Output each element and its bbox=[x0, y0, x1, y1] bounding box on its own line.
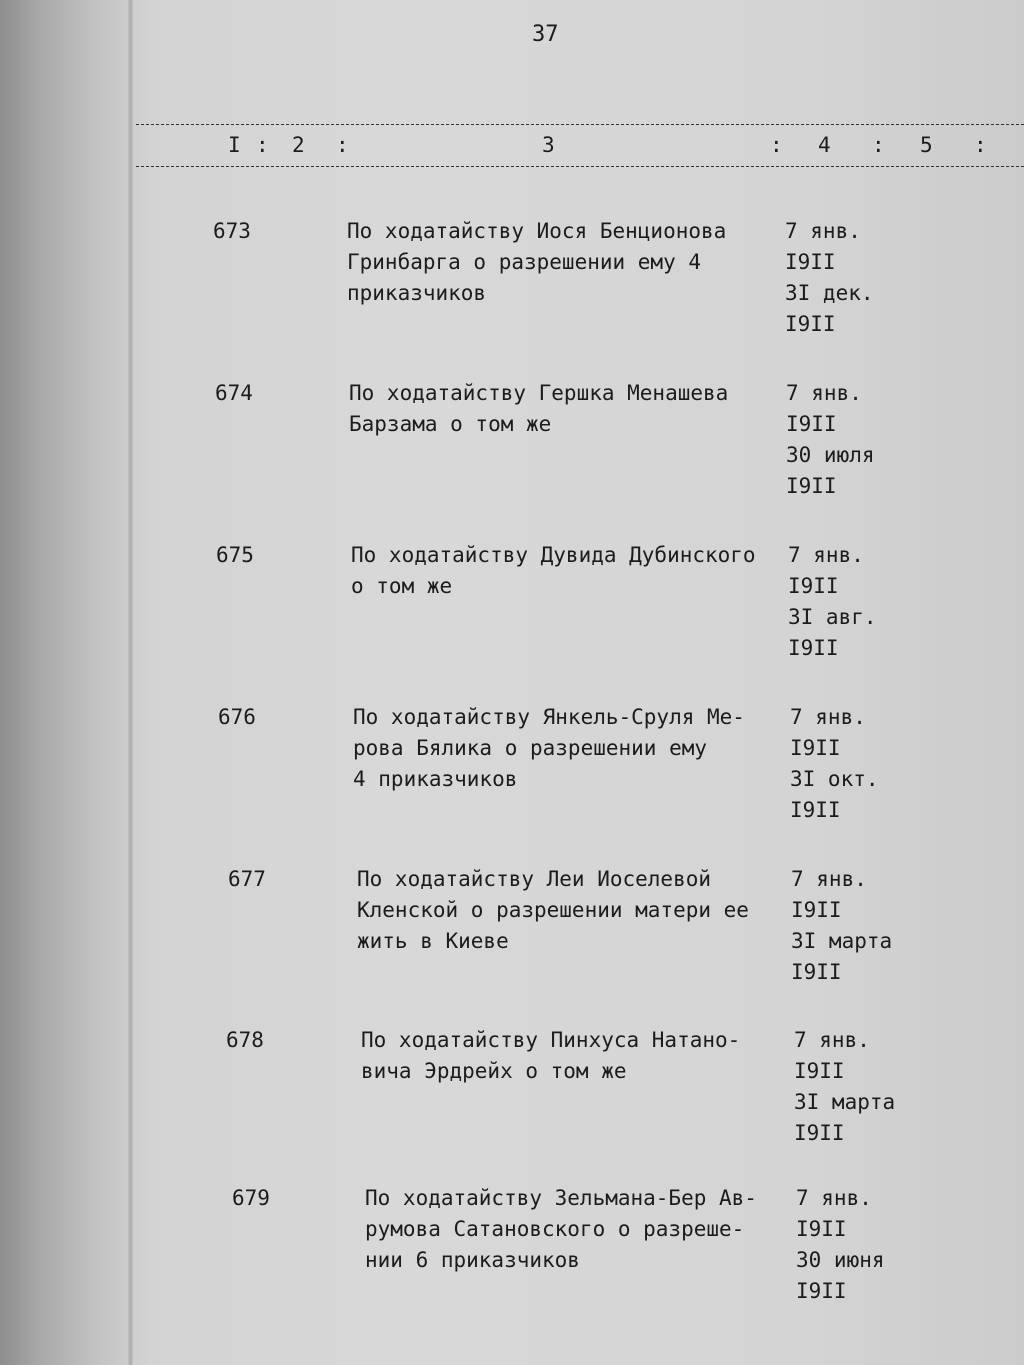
end-year: I9II bbox=[791, 960, 842, 984]
table-row bbox=[0, 378, 1024, 508]
description-line: нии 6 приказчиков bbox=[365, 1248, 580, 1272]
end-date: 30 июня bbox=[796, 1248, 885, 1272]
description-line: Гринбарга о разрешении ему 4 bbox=[347, 250, 702, 274]
entry-description bbox=[357, 864, 787, 957]
start-year: I9II bbox=[794, 1059, 845, 1083]
entry-number: 679 bbox=[232, 1186, 270, 1210]
start-year: I9II bbox=[786, 412, 837, 436]
description-line: приказчиков bbox=[347, 281, 487, 305]
start-year: I9II bbox=[790, 736, 841, 760]
table-row bbox=[0, 216, 1024, 346]
entry-description bbox=[361, 1025, 791, 1087]
description-line: По ходатайству Гершка Менашева bbox=[349, 381, 729, 405]
end-date: 3I авг. bbox=[788, 605, 877, 629]
table-row bbox=[0, 1183, 1024, 1313]
entry-number: 674 bbox=[215, 381, 253, 405]
table-row bbox=[0, 540, 1024, 670]
column-header-2: 2 bbox=[292, 133, 307, 157]
end-date: 30 июля bbox=[786, 443, 875, 467]
entry-number: 678 bbox=[226, 1028, 264, 1052]
entry-number: 677 bbox=[228, 867, 266, 891]
column-header-1: I bbox=[228, 133, 243, 157]
entry-number: 673 bbox=[213, 219, 251, 243]
column-separator: : bbox=[336, 133, 351, 157]
table-top-rule bbox=[136, 124, 1024, 125]
entry-description bbox=[365, 1183, 795, 1276]
description-line: вича Эрдрейх о том же bbox=[361, 1059, 627, 1083]
end-year: I9II bbox=[786, 474, 837, 498]
description-line: Барзама о том же bbox=[349, 412, 552, 436]
entry-number: 675 bbox=[216, 543, 254, 567]
end-year: I9II bbox=[785, 312, 836, 336]
end-date: 3I марта bbox=[794, 1090, 896, 1114]
description-line: По ходатайству Янкель-Сруля Ме- bbox=[353, 705, 745, 729]
entry-description bbox=[353, 702, 783, 795]
description-line: рова Бялика о разрешении ему bbox=[353, 736, 708, 760]
entry-dates bbox=[790, 702, 879, 826]
page-number: 37 bbox=[532, 22, 559, 47]
table-row bbox=[0, 702, 1024, 832]
start-date: 7 янв. bbox=[794, 1028, 870, 1052]
description-line: По ходатайству Леи Иоселевой bbox=[357, 867, 712, 891]
entry-dates bbox=[788, 540, 877, 664]
table-row bbox=[0, 864, 1024, 994]
description-line: По ходатайству Иося Бенционова bbox=[347, 219, 727, 243]
column-header-5: 5 bbox=[920, 133, 935, 157]
column-header-3: 3 bbox=[542, 133, 557, 157]
entry-dates bbox=[796, 1183, 885, 1307]
end-date: 3I окт. bbox=[790, 767, 879, 791]
start-year: I9II bbox=[796, 1217, 847, 1241]
entry-dates bbox=[794, 1025, 895, 1149]
description-line: о том же bbox=[351, 574, 453, 598]
start-date: 7 янв. bbox=[786, 381, 862, 405]
entry-description bbox=[351, 540, 781, 602]
description-line: Кленской о разрешении матери ее bbox=[357, 898, 749, 922]
end-year: I9II bbox=[796, 1279, 847, 1303]
column-separator: : bbox=[872, 133, 887, 157]
start-date: 7 янв. bbox=[796, 1186, 872, 1210]
entry-description bbox=[349, 378, 779, 440]
end-year: I9II bbox=[790, 798, 841, 822]
description-line: румова Сатановского о разреше- bbox=[365, 1217, 745, 1241]
description-line: жить в Киеве bbox=[357, 929, 509, 953]
entry-dates bbox=[785, 216, 874, 340]
start-date: 7 янв. bbox=[785, 219, 861, 243]
end-date: 3I дек. bbox=[785, 281, 874, 305]
description-line: По ходатайству Зельмана-Бер Ав- bbox=[365, 1186, 757, 1210]
end-year: I9II bbox=[794, 1121, 845, 1145]
column-separator: : bbox=[770, 133, 785, 157]
end-year: I9II bbox=[788, 636, 839, 660]
page-spine-shadow bbox=[128, 0, 134, 1365]
description-line: По ходатайству Пинхуса Натано- bbox=[361, 1028, 741, 1052]
column-header-4: 4 bbox=[818, 133, 833, 157]
description-line: 4 приказчиков bbox=[353, 767, 518, 791]
start-date: 7 янв. bbox=[790, 705, 866, 729]
description-line: По ходатайству Дувида Дубинского bbox=[351, 543, 756, 567]
start-year: I9II bbox=[791, 898, 842, 922]
table-row bbox=[0, 1025, 1024, 1155]
start-date: 7 янв. bbox=[788, 543, 864, 567]
entry-dates bbox=[786, 378, 875, 502]
entry-number: 676 bbox=[218, 705, 256, 729]
entry-description bbox=[347, 216, 777, 309]
start-year: I9II bbox=[785, 250, 836, 274]
table-header-rule bbox=[136, 166, 1024, 167]
column-separator: : bbox=[256, 133, 271, 157]
end-date: 3I марта bbox=[791, 929, 893, 953]
start-year: I9II bbox=[788, 574, 839, 598]
start-date: 7 янв. bbox=[791, 867, 867, 891]
column-separator: : bbox=[974, 133, 989, 157]
entry-dates bbox=[791, 864, 892, 988]
